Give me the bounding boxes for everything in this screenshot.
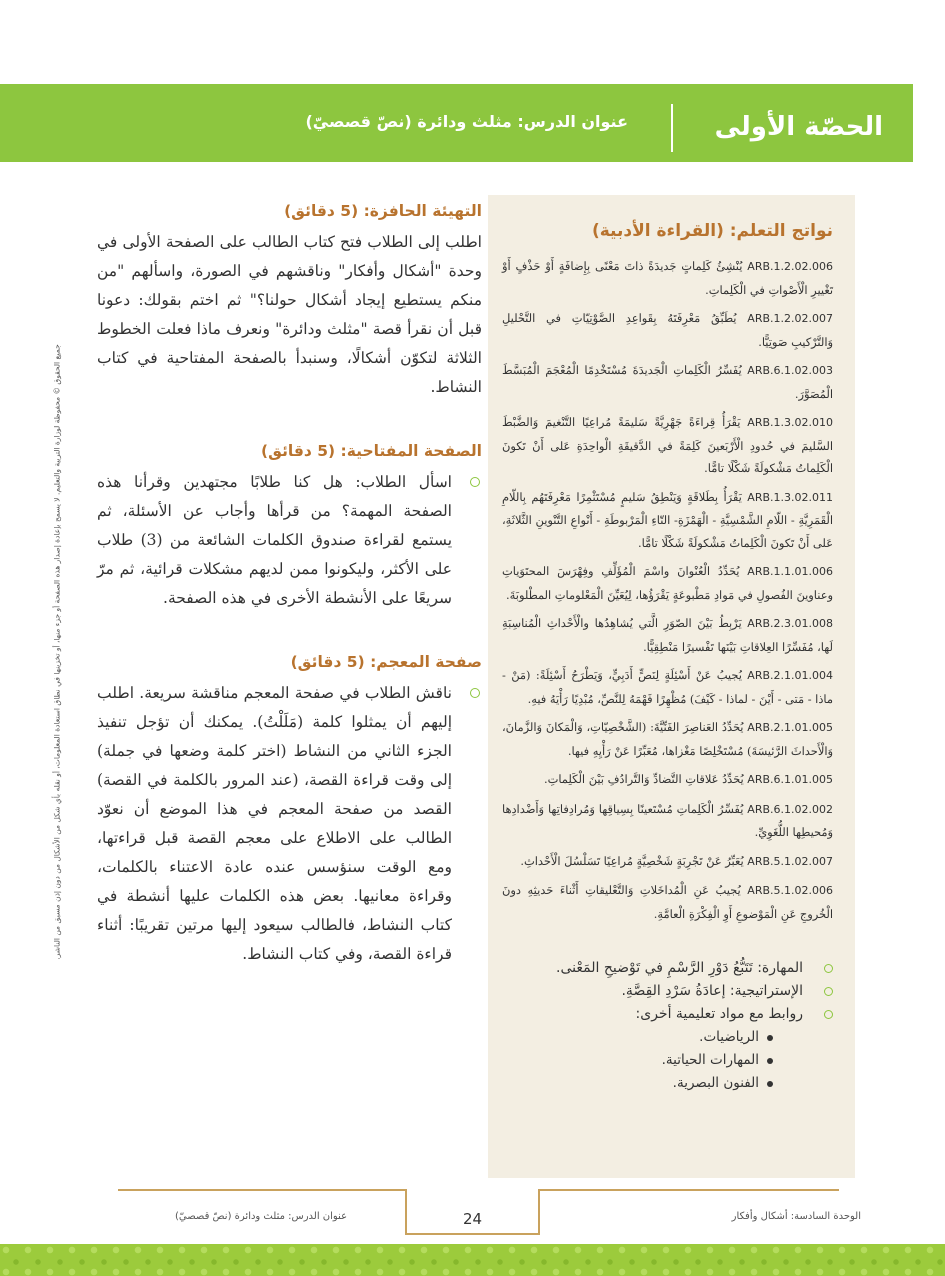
lesson-title: عنوان الدرس: مثلث ودائرة (نصّ قصصيّ) [305,112,628,131]
bullet-dot-icon [767,1058,773,1064]
copyright-notice [52,302,62,1002]
outcome-item: ARB.2.1.01.004 يُجيبُ عَنْ أَسْئِلَةٍ لِنَصٍّ أَدَبِيٍّ، وَيَطْرَحُ أَسْئِلَةً: (مَنْ - ماذا - مَتى - أَيْنَ - لماذا - كَيْفَ) مُظْهِرًا فَهْمَهُ لِلنَّصِّ، مُبْدِيًا رَأْيَهُ فيهِ. [502,668,833,706]
bullet-ring-icon [824,964,833,973]
page-number: 24 [462,1210,483,1228]
outcome-item: ARB.1.1.01.006 يُحَدِّدُ الْعُنْوانَ واسْمَ الْمُؤَلِّفِ وفِهْرَسَ المحتَوَياتِ وعناوينَ الفُصولِ في مَوادِ مَطْبوعَةٍ يَقْرَؤُها، لِيُعَيِّنَ الْمَعْلوماتِ المطْلوبَةَ. [502,564,833,602]
learning-outcomes-panel [488,195,855,1178]
link-item: الفنون البصرية. [502,1072,773,1095]
bullet-ring-icon [470,477,480,487]
copyright-text: جميع الحقوق © محفوظة لوزارة التربية والتعليم. لا يسمح بإعادة إصدار هذه الصفحة أو جزء منها، أو تخزينها في نطاق استعادة المعلومات، أو نقله بأي شكل من الأشكال من دون إذن مسبق من الناشر. [52,344,62,960]
key-page-bullet [97,468,482,613]
outcome-item: ARB.2.3.01.008 يَرْبِطُ بَيْنَ الصّوَرِ الَّتي يُشاهِدُها والْأَحْداثِ الْمُناسِبَةِ لَها، مُفَسِّرًا العِلاقاتِ بَيْنَها تَفْسيرًا مَنْطِقِيًّا. [502,616,833,654]
warmup-heading [97,202,482,220]
outcomes-heading: نواتج التعلم: (القراءة الأدبية) [591,221,833,241]
bullet-dot-icon [767,1035,773,1041]
bullet-ring-icon [470,688,480,698]
dictionary-minutes: (5 دقائق) [290,653,365,671]
key-page-section [97,442,482,613]
outcome-item: ARB.5.1.02.006 يُجيبُ عَنِ الْمُداخَلاتِ وَالتَّعْليقاتِ أَثْناءَ حَديثِهِ دونَ الْخُروجِ عَنِ الْمَوْضوعِ أَوِ الْفِكْرَةِ الْعامَّةِ. [502,883,833,921]
outcome-item: ARB.1.3.02.011 يَقْرَأُ بِطَلاقَةٍ وَيَنْطِقُ سَليمٍ مُسْتَثْمِرًا مَعْرِفَتَهُم بِاللّامِ الْقَمَرِيَّةِ - اللّامِ الشَّمْسِيَّةِ - الْهَمْزَةِ- التّاءِ الْمَرْبوطَةِ - أَنْواعِ التَّنْوينِ الثَّلاثَةِ، عَلى أَنْ تَكونَ الْكَلِماتُ مَشْكولَةً شَكْلًا تامًّا. [502,489,833,550]
warmup-minutes: (5 دقائق) [284,202,359,220]
outcome-item: ARB.2.1.01.005 يُحَدِّدُ العَناصِرَ الفَنِّيَّةَ: (الشَّخْصِيّاتِ، وَالْمَكانَ وَالزَّمانَ، وَالْأَحداثَ الرَّئيسَةَ) مُسْتَخْلِصًا مَغْزاها، مُعَبِّرًا عَنْ رَأْيِهِ فيها. [502,720,833,758]
lesson-sections [97,202,482,1009]
key-page-heading [97,442,482,460]
dictionary-title: صفحة المعجم: [370,653,482,671]
warmup-title: التهيئة الحافزة: [363,202,482,220]
bullet-dot-icon [767,1081,773,1087]
bottom-band [0,1244,945,1276]
outcome-item: ARB.5.1.02.007 يُعَبِّرُ عَنْ تَجْرِبَةٍ شَخْصِيَّةٍ مُراعِيًا تَسَلْسُلَ الْأَحْداثِ. [520,853,833,868]
link-item: المهارات الحياتية. [502,1049,773,1072]
outcome-item: ARB.1.3.02.010 يَقْرَأُ قِراءَةً جَهْرِيَّةً سَليمَةً مُراعِيًا التَّنْغيمَ وَالضَّبْطَ السَّليمَ في حُدودِ الْأَرْبَعينَ كَلِمَةً في الدَّقيقَةِ الْواحِدَةِ عَلى أَنْ تَكونَ الْكَلِماتُ مَشْكولَةً شَكْلًا تامًّا. [502,415,833,475]
links-item: روابط مع مواد تعليمية أخرى: [502,1003,833,1026]
header-divider [671,104,673,152]
bullet-ring-icon [824,1010,833,1019]
dictionary-text: ناقش الطلاب في صفحة المعجم مناقشة سريعة. اطلب إليهم أن يمثلوا كلمة (مَلَلْتُ). يمكنك أن تؤجل تنفيذ الجزء الثاني من النشاط (اختر كلمة وضعها في جملة) إلى وقت قراءة القصة، (عند المرور بالكلمة في القصة) القصد من صفحة المعجم في هذا الموضع أن نعوّد الطالب على الاطلاع على معجم القصة قبل قراءتها، ومع الوقت سنؤسس عنده عادة الاعتناء بالكلمات، وقراءة معانيها. بعض هذه الكلمات عليها أنشطة في كتاب النشاط، فالطالب سيعود إليها مرتين تقريبًا: أثناء قراءة القصة، وفي كتاب النشاط. [97,684,452,963]
outcome-item: ARB.1.2.02.006 يُنْشِئُ كَلِماتٍ جَديدَةً ذاتَ مَعْنًى بِإِضافَةٍ أَوْ حَذْفٍ أَوْ تَغْييرِ الْأَصْواتِ في الْكَلِماتِ. [502,259,833,297]
skill-item: المهارة: تَتَبُّعُ دَوْرِ الرَّسْمِ في تَوْضيحِ المَعْنى. [502,957,833,980]
strategy-item: الإستراتيجية: إعادَةُ سَرْدِ القِصَّةِ. [502,980,833,1003]
warmup-text: اطلب إلى الطلاب فتح كتاب الطالب على الصفحة الأولى في وحدة "أشكال وأفكار" وناقشهم في الصورة، واسألهم "من منكم يستطيع إيجاد أشكال حولنا؟" ثم اختم بقولك: دعونا قبل أن نقرأ قصة "مثلث ودائرة" ونعرف ماذا فعلت الخطوط الثلاثة لتكوّن أشكالًا، وسنبدأ بالصفحة المفتاحية في كتاب النشاط. [97,233,482,396]
dictionary-heading [97,653,482,671]
outcome-item: ARB.6.1.02.003 يُفَسِّرُ الْكَلِماتِ الْجَديدَةَ مُسْتَخْدِمًا الْمُعْجَمَ الْمُبَسَّطَ الْمُصَوَّرَ. [502,363,833,401]
dictionary-section [97,653,482,969]
link-item: الرياضيات. [502,1026,773,1049]
dictionary-bullet [97,679,482,969]
footer-lesson: عنوان الدرس: مثلث ودائرة (نصّ قصصيّ) [175,1211,348,1222]
panel-extras [502,957,833,1095]
header-band [0,84,913,162]
outcome-item: ARB.6.1.01.005 يُحَدِّدُ عَلاقاتِ التَّضادِّ وَالتَّرادُفِ بَيْنَ الْكَلِماتِ. [543,772,833,786]
outcome-item: ARB.1.2.02.007 يُطَبِّقُ مَعْرِفَتَهُ بِقَواعِدِ الصَّوْتِيّاتِ في التَّحْليلِ وَالتَّرْكيبِ صَوتِيًّا. [502,311,833,349]
key-page-title: الصفحة المفتاحية: [340,442,482,460]
bullet-ring-icon [824,987,833,996]
outcome-item: ARB.6.1.02.002 يُفَسِّرُ الْكَلِماتِ مُسْتَعينًا بِسِياقِها وَمُرادِفاتِها وَأَضْدادِها وَمُحيطِها اللُّغَوِيِّ. [502,801,833,839]
warmup-section [97,202,482,402]
key-page-text: اسأل الطلاب: هل كنا طلابًا مجتهدين وقرأنا هذه الصفحة المهمة؟ من قرأها وأجاب عن الأسئلة، ثم يستمع لقراءة صندوق الكلمات الشائعة من (3) طلاب على الأكثر، وليكونوا ممن لديهم مشكلات قرائية، ثم مرّ سريعًا على الأنشطة الأخرى في هذه الصفحة. [97,473,453,607]
footer-unit: الوحدة السادسة: أشكال وأفكار [731,1211,861,1222]
outcomes-list [502,255,833,925]
session-title: الحصّة الأولى [714,112,883,142]
key-page-minutes: (5 دقائق) [261,442,336,460]
links-list [502,1026,833,1095]
